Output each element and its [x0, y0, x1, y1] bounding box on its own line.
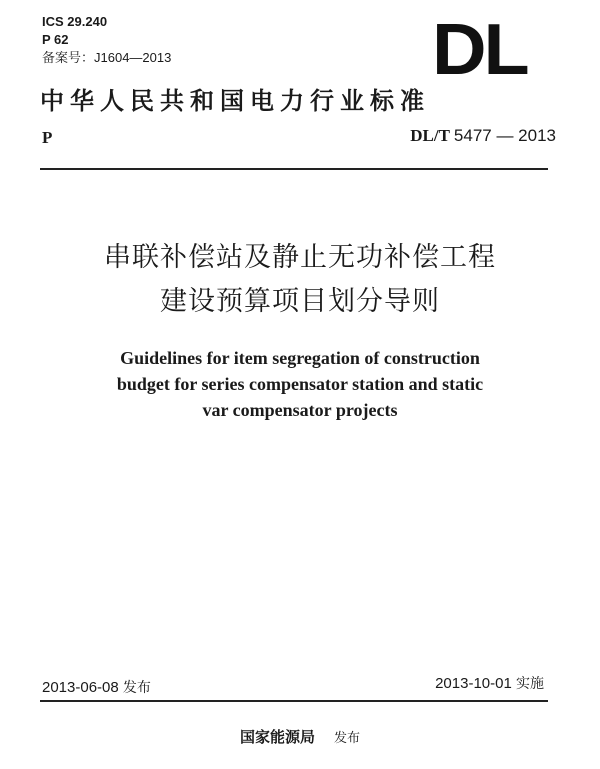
standard-number — [410, 126, 556, 146]
record-number: 备案号：J1604—2013 — [42, 50, 172, 65]
effective-label: 实施 — [516, 676, 544, 692]
document-title-cn-line-1: 串联补偿站及静止无功补偿工程 — [104, 242, 496, 273]
issuer-line — [0, 726, 600, 747]
ics-code: ICS 29.240 — [42, 14, 108, 29]
document-title-en-line-2: budget for series compensator station and static — [116, 374, 484, 394]
standard-number-value: 5477 — 2013 — [453, 126, 556, 145]
standard-title: 中华人民共和国电力行业标准 — [40, 86, 430, 115]
document-title-cn-line-2: 建设预算项目划分导则 — [160, 286, 440, 317]
document-title-en-line-3: var compensator projects — [202, 400, 398, 420]
standard-category: P — [42, 128, 53, 147]
standard-number-prefix: DL/T — [410, 126, 450, 145]
effective-date-line — [435, 673, 544, 693]
footer-divider — [40, 700, 548, 702]
issuer-name: 国家能源局 — [239, 728, 315, 746]
header-divider — [40, 168, 548, 170]
effective-date: 2013-10-01 — [435, 675, 512, 692]
issue-date: 2013-06-08 — [42, 679, 119, 696]
issue-date-line — [42, 677, 151, 697]
issuer-action: 发布 — [334, 731, 361, 746]
issue-label: 发布 — [122, 680, 151, 696]
classification-code: P 62 — [42, 32, 69, 47]
document-title-en-line-1: Guidelines for item segregation of construction — [120, 348, 480, 368]
dl-logo: DL — [432, 10, 527, 90]
